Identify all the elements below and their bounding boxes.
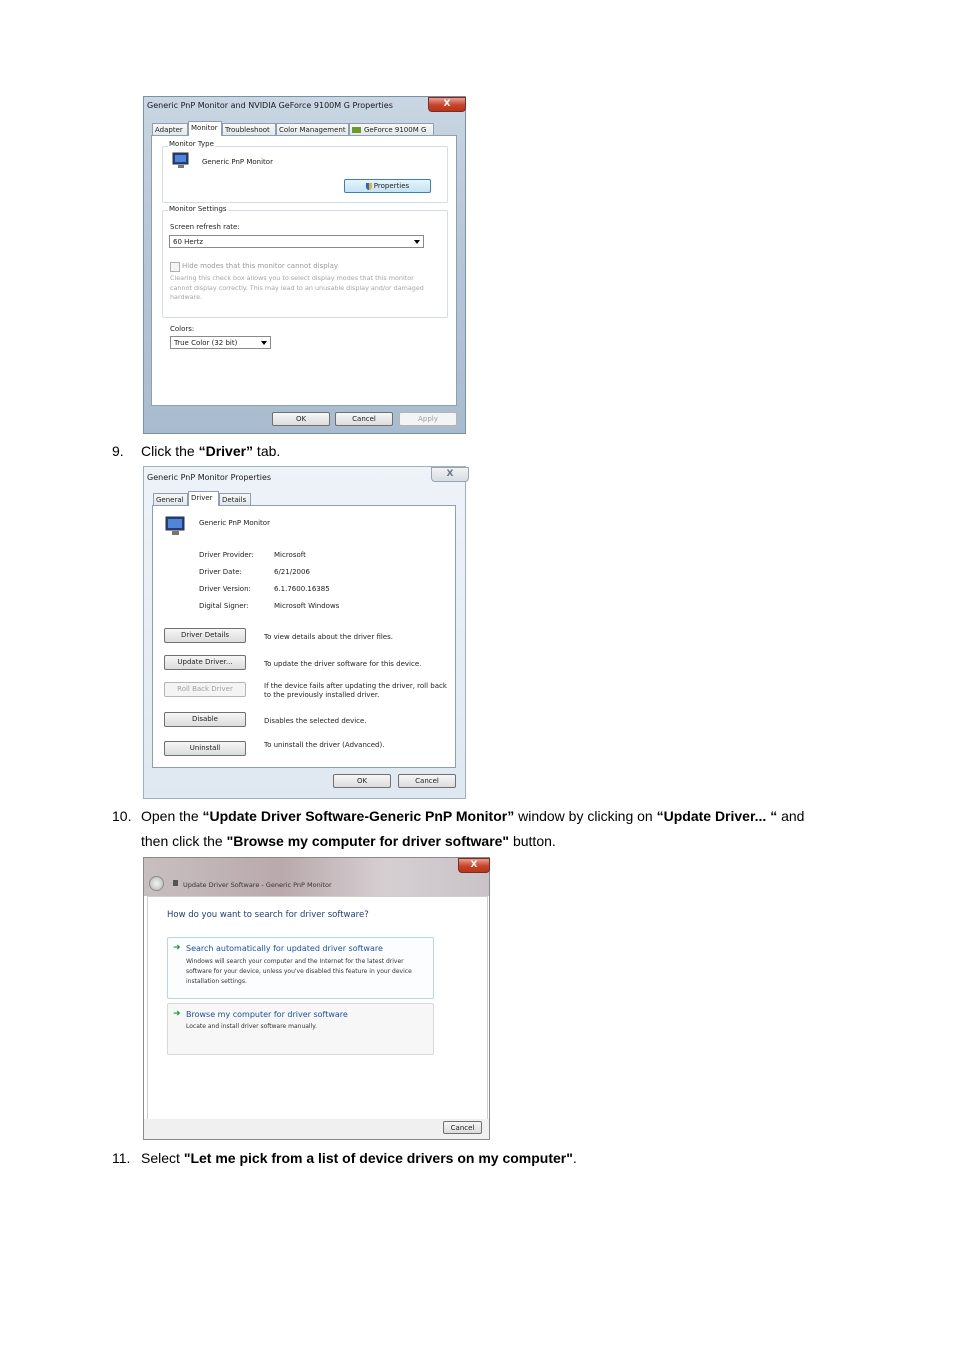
- tab-monitor[interactable]: Monitor: [188, 121, 222, 136]
- browse-computer-desc: Locate and install driver software manually.: [186, 1023, 317, 1030]
- step-11: [112, 1149, 577, 1167]
- monitor-icon: [165, 516, 187, 538]
- update-driver-wizard: [143, 857, 490, 1140]
- search-automatically-option[interactable]: [167, 937, 434, 999]
- driver-version-value: 6.1.7600.16385: [274, 585, 330, 593]
- close-button[interactable]: X: [458, 858, 490, 873]
- cancel-button[interactable]: Cancel: [398, 774, 456, 788]
- step-text-bold: "Let me pick from a list of device drivers on my computer": [183, 1150, 573, 1166]
- arrow-right-icon: ➜: [173, 943, 181, 953]
- driver-date-value: 6/21/2006: [274, 568, 310, 576]
- hide-modes-label: Hide modes that this monitor cannot display: [182, 262, 339, 270]
- title-bar: [144, 97, 465, 117]
- nvidia-icon: [352, 127, 361, 133]
- close-button[interactable]: X: [428, 97, 466, 112]
- tab-driver[interactable]: Driver: [188, 491, 219, 506]
- colors-label: Colors:: [170, 325, 195, 333]
- monitor-name: Generic PnP Monitor: [202, 158, 273, 166]
- refresh-rate-label: Screen refresh rate:: [170, 223, 240, 231]
- step-number: 11.: [112, 1150, 131, 1166]
- back-arrow-icon[interactable]: [149, 876, 164, 891]
- title-bar: [144, 858, 489, 896]
- tab-color-management[interactable]: Color Management: [276, 123, 349, 136]
- update-driver-button[interactable]: Update Driver...: [164, 655, 246, 670]
- step-text-bold: “Driver”: [198, 443, 254, 459]
- device-icon: [173, 880, 178, 886]
- monitor-type-group: [162, 146, 448, 203]
- title-bar: [144, 467, 465, 487]
- arrow-right-icon: ➜: [173, 1009, 181, 1019]
- window-title: Generic PnP Monitor and NVIDIA GeForce 9100M G Properties: [147, 101, 393, 110]
- digital-signer-value: Microsoft Windows: [274, 602, 340, 610]
- roll-back-driver-desc: If the device fails after updating the driver, roll back to the previously installed driver.: [264, 682, 447, 699]
- driver-provider-label: Driver Provider:: [199, 551, 254, 559]
- step-line2-pre: then click the: [141, 833, 227, 849]
- step-number: 9.: [112, 443, 124, 459]
- footer-bar: [144, 1119, 489, 1139]
- chevron-down-icon: [414, 240, 420, 244]
- step-line1-bold2: “Update Driver... “: [656, 808, 778, 824]
- uninstall-desc: To uninstall the driver (Advanced).: [264, 741, 385, 749]
- step-text-pre: Click the: [141, 443, 199, 459]
- tab-geforce-label: GeForce 9100M G: [364, 126, 427, 134]
- wizard-question: How do you want to search for driver software?: [167, 910, 369, 920]
- step-text-post: tab.: [253, 443, 281, 459]
- tab-general[interactable]: General: [153, 493, 188, 506]
- disable-button[interactable]: Disable: [164, 712, 246, 727]
- colors-value: True Color (32 bit): [174, 339, 238, 347]
- ok-button[interactable]: OK: [333, 774, 391, 788]
- hide-modes-description: Clearing this check box allows you to select display modes that this monitor cannot display correctly. This may lead to an unusable display and/or damaged hardware.: [170, 274, 424, 301]
- window-title: Update Driver Software - Generic PnP Monitor: [183, 881, 332, 889]
- disable-desc: Disables the selected device.: [264, 717, 367, 725]
- properties-button[interactable]: [344, 179, 431, 193]
- step-line2-bold: "Browse my computer for driver software": [226, 833, 510, 849]
- browse-computer-title: Browse my computer for driver software: [186, 1010, 348, 1019]
- search-automatically-title: Search automatically for updated driver software: [186, 944, 383, 953]
- step-10: [112, 807, 804, 825]
- colors-select[interactable]: [170, 336, 271, 349]
- uninstall-button[interactable]: Uninstall: [164, 741, 246, 756]
- cancel-button[interactable]: Cancel: [443, 1121, 482, 1134]
- step-number: 10.: [112, 808, 132, 824]
- driver-version-label: Driver Version:: [199, 585, 251, 593]
- monitor-settings-label: Monitor Settings: [169, 205, 227, 213]
- step-text-post: .: [572, 1150, 577, 1166]
- monitor-type-label: Monitor Type: [169, 140, 214, 148]
- tab-adapter[interactable]: Adapter: [152, 123, 188, 136]
- step-line1-bold1: “Update Driver Software-Generic PnP Monitor”: [202, 808, 515, 824]
- monitor-properties-dialog: [143, 96, 466, 434]
- search-automatically-desc: Windows will search your computer and the Internet for the latest driver software for your device, unless you've disabled this feature in your device installation settings.: [186, 958, 412, 985]
- hide-modes-checkbox[interactable]: [170, 262, 180, 272]
- refresh-rate-select[interactable]: [169, 235, 424, 248]
- step-text-pre: Select: [141, 1150, 184, 1166]
- monitor-icon: [172, 152, 190, 170]
- shield-icon: [366, 183, 372, 190]
- driver-date-label: Driver Date:: [199, 568, 242, 576]
- digital-signer-label: Digital Signer:: [199, 602, 249, 610]
- step-line1-post: and: [777, 808, 805, 824]
- driver-properties-dialog: [143, 466, 466, 799]
- chevron-down-icon: [261, 341, 267, 345]
- properties-button-label: Properties: [373, 182, 410, 190]
- ok-button[interactable]: OK: [272, 412, 330, 426]
- tab-panel: [151, 135, 457, 406]
- close-button[interactable]: X: [431, 467, 469, 482]
- step-10-line2: [141, 832, 556, 850]
- step-line2-post: button.: [509, 833, 556, 849]
- apply-button[interactable]: Apply: [399, 412, 457, 426]
- content-area: [147, 896, 488, 1120]
- tab-panel: [152, 505, 456, 768]
- step-line1-mid: window by clicking on: [514, 808, 657, 824]
- driver-details-desc: To view details about the driver files.: [264, 633, 393, 641]
- browse-computer-option[interactable]: [167, 1003, 434, 1055]
- roll-back-driver-button[interactable]: Roll Back Driver: [164, 682, 246, 697]
- tab-details[interactable]: Details: [219, 493, 251, 506]
- window-title: Generic PnP Monitor Properties: [147, 473, 272, 482]
- step-9: [112, 442, 280, 460]
- device-name: Generic PnP Monitor: [199, 519, 270, 527]
- driver-provider-value: Microsoft: [274, 551, 306, 559]
- refresh-rate-value: 60 Hertz: [173, 238, 203, 246]
- cancel-button[interactable]: Cancel: [335, 412, 393, 426]
- tab-troubleshoot[interactable]: Troubleshoot: [222, 123, 276, 136]
- driver-details-button[interactable]: Driver Details: [164, 628, 246, 643]
- step-line1-pre: Open the: [141, 808, 203, 824]
- update-driver-desc: To update the driver software for this device.: [264, 660, 422, 668]
